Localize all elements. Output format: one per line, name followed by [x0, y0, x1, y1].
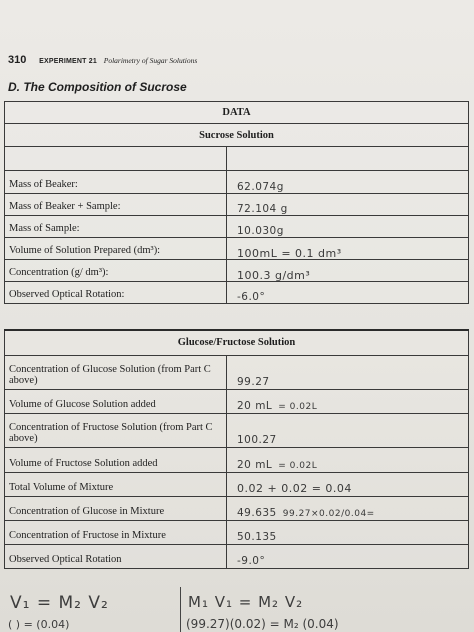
page-header	[8, 54, 468, 70]
row-label: Volume of Solution Prepared (dm³):	[5, 238, 227, 260]
row-label: Observed Optical Rotation:	[5, 282, 227, 304]
table-row	[5, 260, 469, 282]
spacer-cell	[5, 147, 227, 171]
section-title: D. The Composition of Sucrose	[8, 80, 187, 94]
row-value[interactable]: 100mL = 0.1 dm³	[227, 238, 469, 260]
table-row	[5, 355, 469, 389]
value-text: 100.27	[237, 433, 277, 446]
row-value[interactable]: 72.104 g	[227, 194, 469, 216]
row-label: Concentration of Fructose Solution (from Part C above)	[5, 413, 227, 447]
row-value[interactable]	[227, 447, 469, 472]
row-label: Total Volume of Mixture	[5, 472, 227, 496]
table-row	[5, 216, 469, 238]
dilution-equation-right: M₁ V₁ = M₂ V₂	[188, 593, 304, 611]
table-row	[5, 413, 469, 447]
row-label: Concentration of Glucose in Mixture	[5, 496, 227, 520]
row-label: Concentration (g/ dm³):	[5, 260, 227, 282]
value-text: 20 mL	[237, 458, 273, 471]
dilution-equation-left: V₁ = M₂ V₂	[10, 593, 109, 613]
glucose-fructose-table	[4, 329, 469, 569]
glucose-fructose-header: Glucose/Fructose Solution	[5, 330, 469, 355]
row-value[interactable]	[227, 496, 469, 520]
sucrose-data-table	[4, 101, 469, 304]
value-note: = 0.02L	[278, 401, 318, 412]
value-text: 49.635	[237, 506, 277, 519]
value-note: = 0.02L	[278, 460, 318, 471]
table-row	[5, 496, 469, 520]
table-row	[5, 171, 469, 194]
value-text: 50.135	[237, 530, 277, 543]
row-label: Observed Optical Rotation	[5, 544, 227, 568]
row-value[interactable]: -6.0°	[227, 282, 469, 304]
table-row	[5, 447, 469, 472]
row-label: Mass of Sample:	[5, 216, 227, 238]
row-value[interactable]	[227, 355, 469, 389]
row-value[interactable]: 62.074g	[227, 171, 469, 194]
value-text: 20 mL	[237, 399, 273, 412]
table-row	[5, 194, 469, 216]
row-label: Mass of Beaker + Sample:	[5, 194, 227, 216]
notes-divider	[180, 587, 181, 632]
value-text: 99.27	[237, 375, 270, 388]
experiment-title: Polarimetry of Sugar Solutions	[103, 56, 198, 65]
dilution-equation-left-partial: ( ) = (0.04)	[8, 618, 70, 631]
row-label: Volume of Glucose Solution added	[5, 389, 227, 413]
row-label: Concentration of Fructose in Mixture	[5, 520, 227, 544]
handwritten-notes	[0, 583, 474, 632]
row-label: Mass of Beaker:	[5, 171, 227, 194]
experiment-label: EXPERIMENT 21	[39, 58, 97, 65]
row-value[interactable]	[227, 389, 469, 413]
page-number: 310	[8, 54, 27, 66]
dilution-equation-right-partial: (99.27)(0.02) = M₂ (0.04)	[186, 617, 339, 631]
table-row	[5, 544, 469, 568]
table-row	[5, 282, 469, 304]
row-value[interactable]: 10.030g	[227, 216, 469, 238]
table-row	[5, 238, 469, 260]
value-text: -9.0°	[237, 554, 266, 567]
data-header: DATA	[5, 102, 469, 124]
row-label: Concentration of Glucose Solution (from Part C above)	[5, 355, 227, 389]
row-value[interactable]	[227, 520, 469, 544]
row-label: Volume of Fructose Solution added	[5, 447, 227, 472]
row-value[interactable]: 100.3 g/dm³	[227, 260, 469, 282]
sucrose-solution-header: Sucrose Solution	[5, 124, 469, 147]
spacer-cell	[227, 147, 469, 171]
table-row	[5, 520, 469, 544]
value-text: 0.02 + 0.02 = 0.04	[237, 481, 352, 495]
row-value[interactable]	[227, 472, 469, 496]
table-row	[5, 472, 469, 496]
row-value[interactable]	[227, 413, 469, 447]
table-row	[5, 389, 469, 413]
value-note: 99.27×0.02/0.04=	[282, 508, 375, 519]
row-value[interactable]	[227, 544, 469, 568]
